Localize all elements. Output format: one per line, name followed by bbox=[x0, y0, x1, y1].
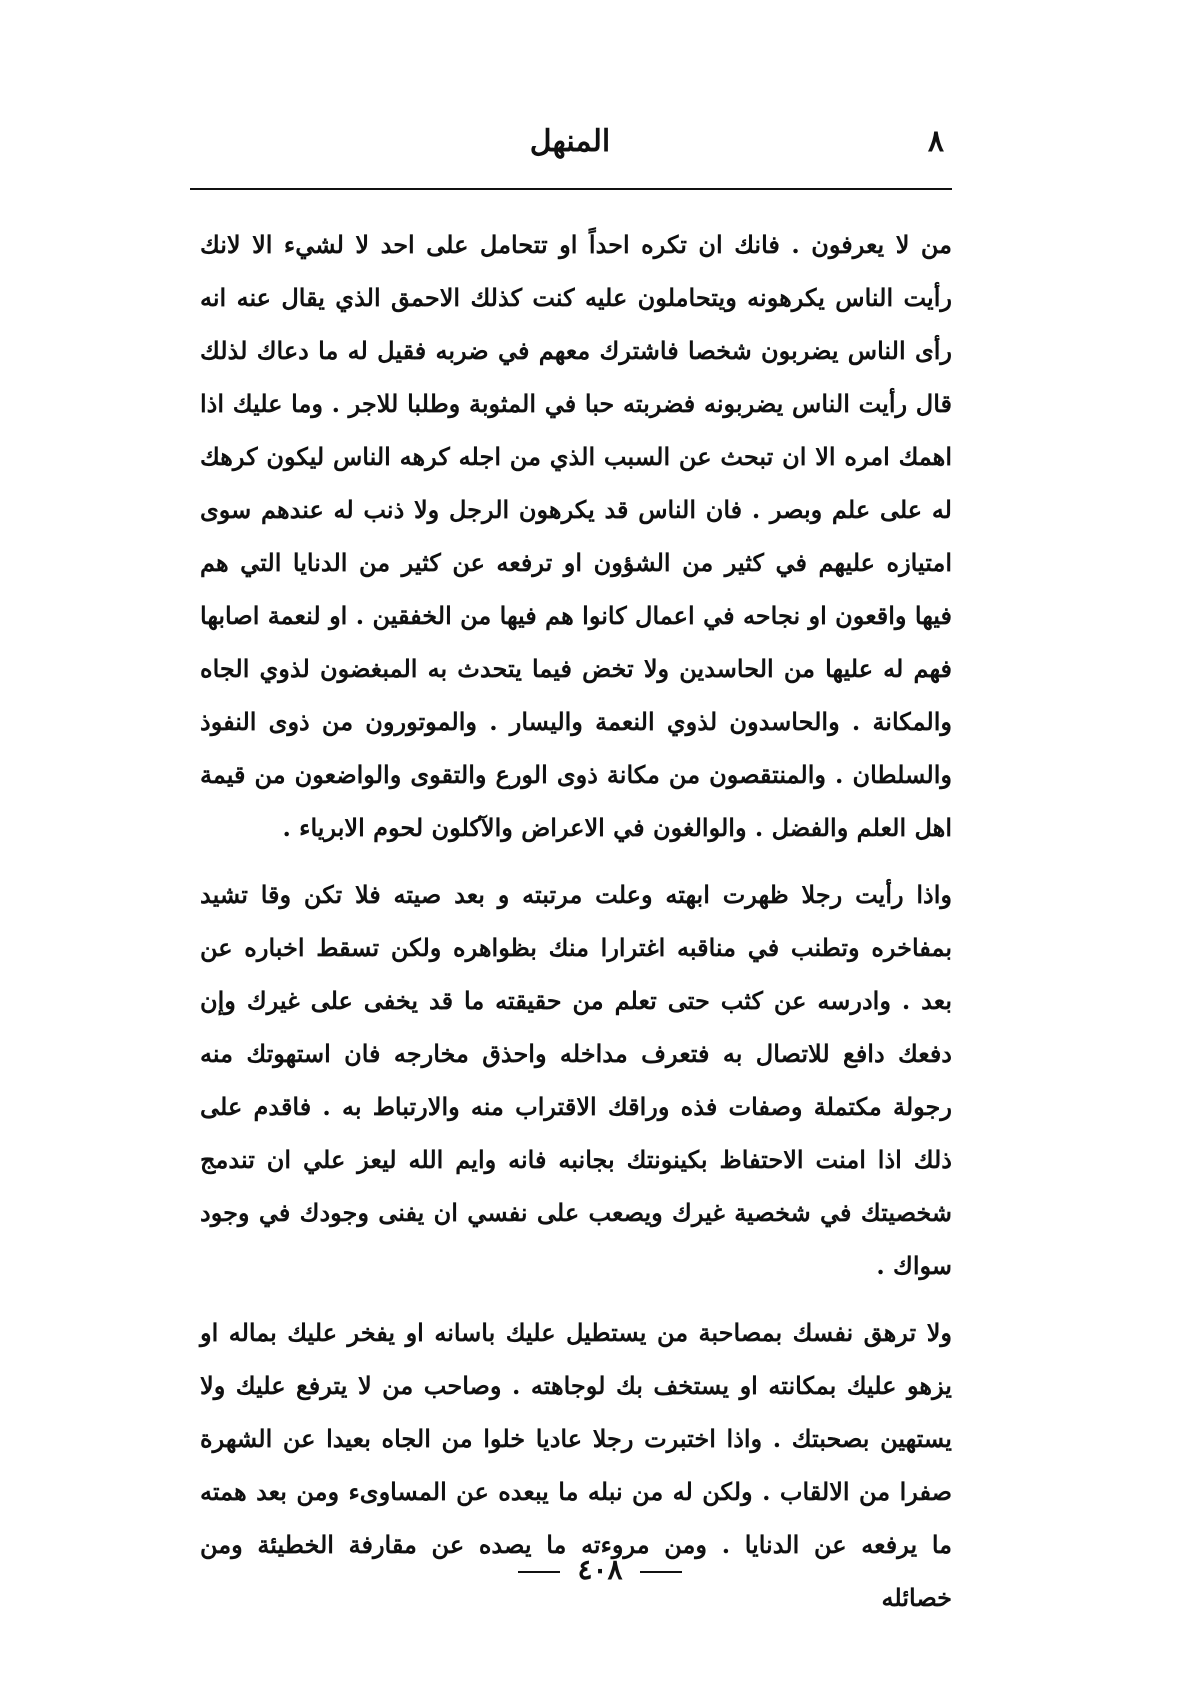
footer-dash-right bbox=[518, 1571, 560, 1573]
footer-dash-left bbox=[640, 1571, 682, 1573]
page-number-top: ٨ bbox=[927, 124, 944, 159]
journal-title: المنهل bbox=[529, 124, 611, 159]
paragraph-1: من لا يعرفون . فانك ان تكره احداً او تتحامل على احد لا لشيء الا لانك رأيت الناس يكرهونه ويتحاملون عليه كنت كذلك الاحمق الذي يقال عنه انه رأى الناس يضربون شخصا فاشترك معهم في ضربه فقيل له ما دعاك لذلك قال رأيت الناس يضربونه فضربته حبا في المثوبة وطلبا للاجر . وما عليك اذا اهمك امره الا ان تبحث عن السبب الذي من اجله كرهه الناس ليكون كرهك له على علم وبصر . فان الناس قد يكرهون الرجل ولا ذنب له عندهم سوى امتيازه عليهم في كثير من الشؤون او ترفعه عن كثير من الدنايا التي هم فيها واقعون او نجاحه في اعمال كانوا هم فيها من الخفقين . او لنعمة اصابها فهم له عليها من الحاسدين ولا تخض فيما يتحدث به المبغضون لذوي الجاه والمكانة . والحاسدون لذوي النعمة واليسار . والموتورون من ذوى النفوذ والسلطان . والمنتقصون من مكانة ذوى الورع والتقوى والواضعون من قيمة اهل العلم والفضل . والوالغون في الاعراض والآكلون لحوم الابرياء . bbox=[200, 230, 952, 842]
paragraph-3: ولا ترهق نفسك بمصاحبة من يستطيل عليك باسانه او يفخر عليك بماله او يزهو عليك بمكانته او يستخف بك لوجاهته . وصاحب من لا يترفع عليك ولا يستهين بصحبتك . واذا اختبرت رجلا عاديا خلوا من الجاه بعيدا عن الشهرة صفرا من الالقاب . ولكن له من نبله ما يبعده عن المساوىء ومن بعد همته ما يرفعه عن الدنايا . ومن مروءته ما يصده عن مقارفة الخطيئة ومن خصائله bbox=[200, 1318, 952, 1612]
header-divider bbox=[190, 188, 952, 190]
page-number-bottom: ٤٠٨ bbox=[577, 1553, 623, 1586]
page-footer bbox=[0, 1552, 1200, 1588]
article-body bbox=[200, 218, 952, 1624]
paragraph-2: واذا رأيت رجلا ظهرت ابهته وعلت مرتبته و بعد صيته فلا تكن وقا تشيد بمفاخره وتطنب في مناقبه اغترارا منك بظواهره ولكن تسقط اخباره عن بعد . وادرسه عن كثب حتى تعلم من حقيقته ما قد يخفى على غيرك وإن دفعك دافع للاتصال به فتعرف مداخله واحذق مخارجه فان استهوتك منه رجولة مكتملة وصفات فذه وراقك الاقتراب منه والارتباط به . فاقدم على ذلك اذا امنت الاحتفاظ بكينونتك بجانبه فانه وايم الله ليعز علي ان تندمج شخصيتك في شخصية غيرك ويصعب على نفسي ان يفنى وجودك في وجود سواك . bbox=[200, 880, 952, 1280]
page-header bbox=[190, 122, 950, 172]
